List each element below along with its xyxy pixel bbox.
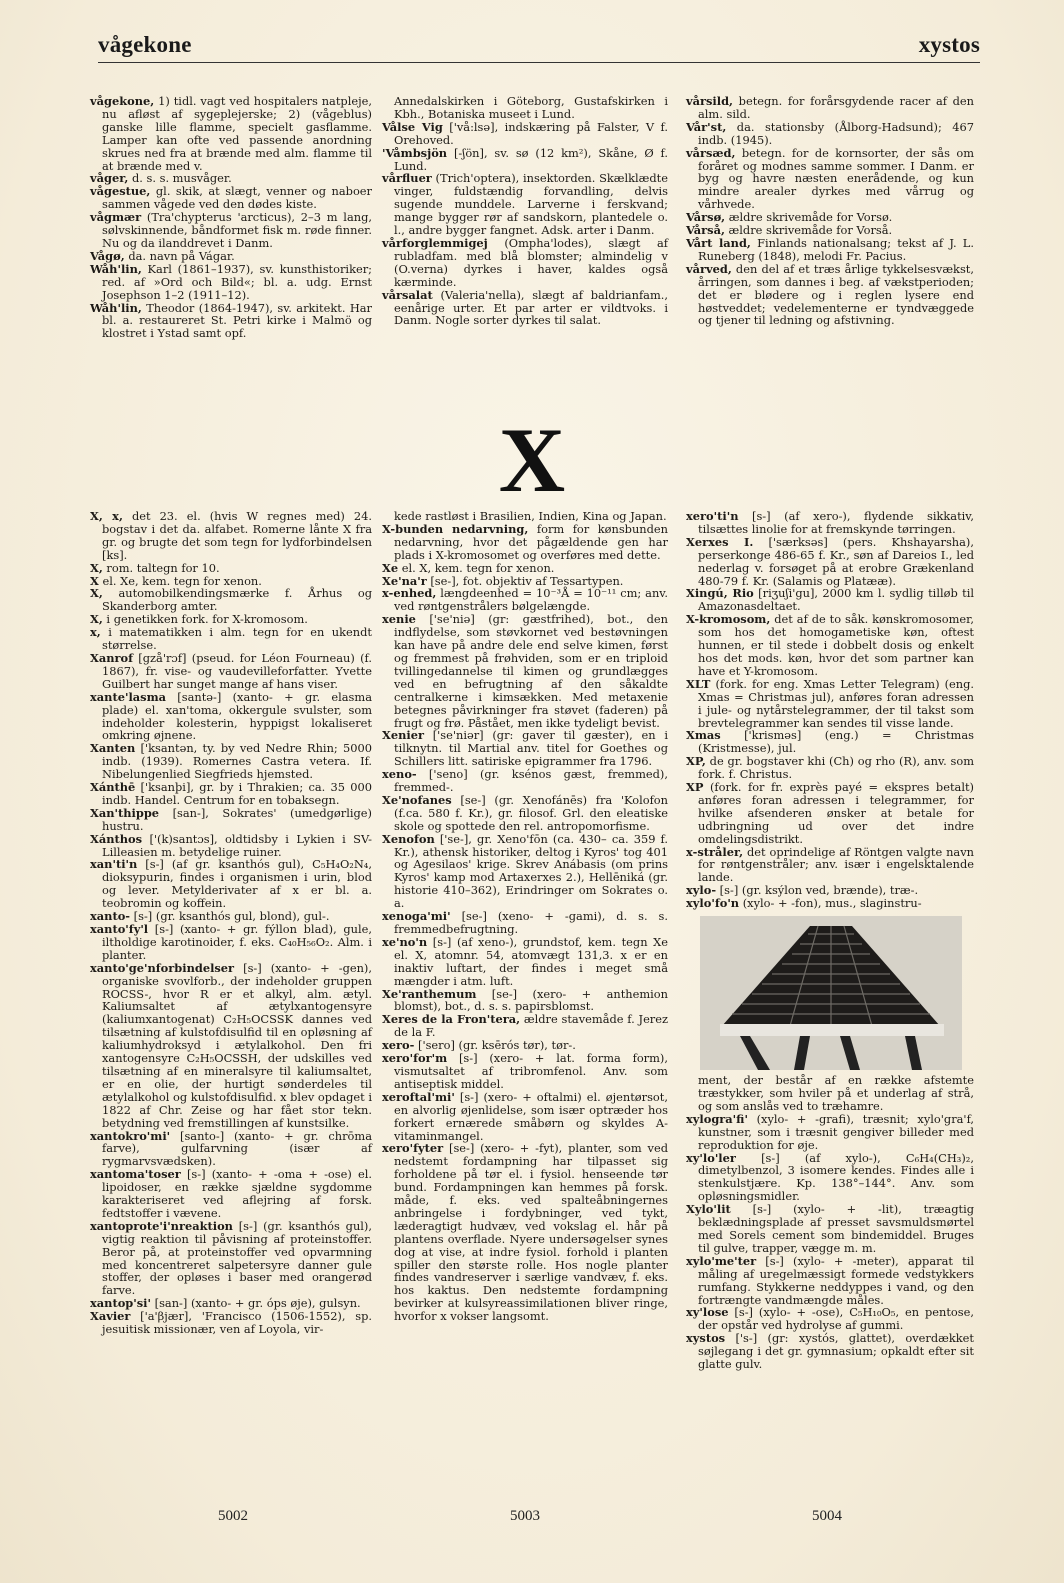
entry-headword: Xavier <box>90 1309 131 1324</box>
dictionary-entry <box>382 289 668 328</box>
entry-definition: [riʒuʃi'gu], 2000 km l. sydlig tilløb til Amazonasdeltaet. <box>698 586 975 614</box>
entry-definition: Annedalskirken i Göteborg, Gustafskirken i Kbh., Botaniska museet i Lund. <box>394 94 668 121</box>
dictionary-entry <box>686 95 974 121</box>
dictionary-entry <box>686 613 974 678</box>
entry-definition: (Ompha'lodes), slægt af rubladfam. med blå blomster; almindelig v (O.verna) dyrkes i haver, kaldes også kærminde. <box>394 235 668 289</box>
entry-headword: xylogra'fi' <box>686 1111 748 1126</box>
top-column-2 <box>382 95 668 327</box>
dictionary-entry <box>382 1091 668 1143</box>
bottom-column-1 <box>90 510 372 1336</box>
dictionary-entry <box>90 263 372 302</box>
entry-headword: Wåh'lin, <box>90 300 142 315</box>
dictionary-entry <box>382 523 668 562</box>
dictionary-entry <box>686 755 974 781</box>
entry-definition: d. s. s. musvåger. <box>128 171 232 186</box>
dictionary-entry <box>90 858 372 910</box>
entry-headword: X <box>90 573 99 588</box>
dictionary-entry <box>686 781 974 846</box>
top-column-3 <box>686 95 974 327</box>
entry-headword: xantokro'mi' <box>90 1128 171 1143</box>
entry-definition: [se-] (xero- + anthemion blomst), bot., d. s. s. papirsblomst. <box>394 986 668 1014</box>
entry-headword: Xe'ranthemum <box>382 986 477 1001</box>
entry-definition: kede rastløst i Brasilien, Indien, Kina og Japan. <box>394 509 667 523</box>
dictionary-entry <box>382 729 668 768</box>
entry-headword: x-enhed, <box>382 586 437 601</box>
dictionary-entry <box>686 1152 974 1204</box>
dictionary-entry <box>686 1113 974 1152</box>
entry-definition: ældre stavemåde f. Jerez de la F. <box>394 1012 668 1040</box>
entry-definition: [se-], fot. objektiv af Tessartypen. <box>426 573 624 588</box>
running-head <box>98 34 980 63</box>
dictionary-entry <box>90 302 372 341</box>
entry-headword: X, <box>90 612 103 627</box>
entry-definition: de gr. bogstaver khi (Ch) og rho (R), anv. som fork. f. Christus. <box>698 754 974 782</box>
dictionary-entry <box>382 936 668 988</box>
entry-headword: xeroftal'mi' <box>382 1089 455 1104</box>
dictionary-entry <box>90 923 372 962</box>
entry-headword: XP, <box>686 754 706 769</box>
entry-headword: Xánthos <box>90 831 143 846</box>
entry-definition: ['ksanþi], gr. by i Thrakien; ca. 35 000 indb. Handel. Centrum for en tobaksegn. <box>102 780 372 807</box>
running-head-last-word: xystos <box>918 32 980 57</box>
entry-headword: xero'for'm <box>382 1051 448 1066</box>
entry-headword: Xánthē <box>90 780 136 795</box>
entry-definition: [se-] (gr. Xenofánēs) fra 'Kolofon (f.ca. 580 f. Kr.), gr. filosof. Grl. den eleatiske skole og spottede den rel. antropomorfisme. <box>394 792 668 833</box>
dictionary-entry <box>90 1130 372 1169</box>
entry-definition: det af de to såk. kønskromosomer, som hos det homogametiske køn, oftest hunnen, er til stede i dobbelt dosis og enkelt hos det mods. køn, hvor det som partner kan have et Y-kromosom. <box>698 612 974 678</box>
entry-headword: xe'no'n <box>382 934 428 949</box>
entry-headword: Vågø, <box>90 248 125 263</box>
entry-headword: X, <box>90 586 103 601</box>
entry-headword: xanto- <box>90 909 131 924</box>
entry-definition: ['seno] (gr. ksénos gæst, fremmed), fremmed-. <box>394 767 668 795</box>
entry-definition: (Tra'chypterus 'arcticus), 2–3 m lang, sølvskinnende, båndformet fisk m. røde finner. Nu og da ilanddrevet i Danm. <box>102 210 372 250</box>
entry-headword: X-bunden nedarvning, <box>382 521 529 536</box>
entry-headword: XP <box>686 780 704 795</box>
entry-definition: [s-] (xylo- + -meter), apparat til måling af uregelmæssigt formede vedstykkers rumfang. Stykkerne neddyppes i vand, og den fortrængte vandmængde måles. <box>698 1253 974 1307</box>
entry-definition: [s-] (af xeno-), grundstof, kem. tegn Xe el. X, atomnr. 54, atomvægt 131,3. x er en inaktiv luftart, der findes i meget små mængder i atm. luft. <box>394 934 668 988</box>
entry-definition: (xylo- + -fon), mus., slaginstru- <box>739 896 922 911</box>
dictionary-entry <box>382 237 668 289</box>
entry-headword: xanto'fy'l <box>90 922 149 936</box>
dictionary-entry <box>382 147 668 173</box>
entry-definition: form for kønsbunden nedarvning, hvor det pågældende gen har plads i X-kromosomet og overføres med dette. <box>394 521 668 562</box>
entry-headword: Xmas <box>686 728 721 743</box>
entry-definition: den del af et træs årlige tykkelsesvækst, årringen, som dannes i beg. af vækstperioden; det er blødere og i reglen lysere end høstveddet; vedelementerne er tyndvæggede og tjener til ledning og afstivning. <box>698 261 974 328</box>
entry-headword: X, <box>90 560 103 575</box>
entry-headword: xenoga'mi' <box>382 909 451 924</box>
dictionary-entry <box>686 846 974 885</box>
entry-definition: [s-] (gr. ksýlon ved, brænde), træ-. <box>716 883 919 898</box>
entry-definition: ['sero] (gr. ksērós tør), tør-. <box>414 1038 576 1053</box>
dictionary-entry <box>382 587 668 613</box>
dictionary-entry <box>686 678 974 730</box>
entry-headword: xanto'ge'nforbindelser <box>90 960 235 975</box>
entry-definition: da. stationsby (Ålborg-Hadsund); 467 indb. (1945). <box>698 119 974 147</box>
entry-headword: Xingú, Rio <box>686 586 754 601</box>
dictionary-entry <box>382 833 668 910</box>
dictionary-entry <box>90 691 372 743</box>
dictionary-entry <box>382 613 668 729</box>
entry-headword: Xerxes I. <box>686 534 754 549</box>
dictionary-entry <box>90 587 372 613</box>
entry-definition: [-ʃön], sv. sø (12 km²), Skåne, Ø f. Lund. <box>394 145 668 173</box>
entry-headword: X, x, <box>90 509 123 523</box>
entry-definition: [s-] (xanto- + -gen), organiske svovlforb., der indeholder gruppen ROCSS-, hvor R er et alkyl, alm. ætyl. Kaliumsaltet af ætylxantogensyre (kaliumxantogenat) C₂H₅OCSSK dannes ved tilsætning af kulstofdisulfid til en opløsning af kaliumhydroksyd i ætylalkohol. Den fri xantogensyre C₂H₅OCSSH, der udskilles ved tilsætning af en mineralsyre til kaliumsaltet, er en olie, der hurtigt sønderdeles til ætylalkohol og kulstofdisulfid. x blev opdaget i 1822 af Chr. Zeise og har fået stor tekn. betydning ved fremstillingen af kunstsilke. <box>102 960 372 1130</box>
entry-headword: Xanrof <box>90 650 133 665</box>
entry-definition: [s-] (af xylo-), C₆H₄(CH₃)₂, dimetylbenzol, 3 isomere kendes. Findes alle i stenkulstjære. Kp. 138°–144°. Anv. som opløsningsmidler. <box>698 1150 974 1204</box>
dictionary-entry <box>686 121 974 147</box>
entry-definition: (fork. for fr. exprès payé = ekspres betalt) anføres foran adressen i telegrammer, for hvilke afsenderen ønsker at betale for udbringning ud over det indre omdelingsdistrikt. <box>698 780 974 846</box>
dictionary-entry <box>382 1013 668 1039</box>
dictionary-entry <box>382 768 668 794</box>
dictionary-entry <box>686 897 974 910</box>
dictionary-entry <box>686 1255 974 1307</box>
entry-definition: [s-] (xero- + lat. forma form), vismutsaltet af tribromfenol. Anv. som antiseptisk middel. <box>394 1051 668 1091</box>
entry-definition: ['a'βjær], 'Francisco (1506-1552), sp. jesuitisk missionær, ven af Loyola, vir- <box>102 1309 372 1337</box>
dictionary-entry <box>686 729 974 755</box>
entry-definition: [se-] (xeno- + -gami), d. s. s. fremmedbefrugtning. <box>394 909 668 936</box>
entry-headword: xantoprote'i'nreaktion <box>90 1218 233 1233</box>
entry-continuation <box>686 1074 974 1113</box>
entry-headword: xy'lo'ler <box>686 1150 736 1165</box>
entry-definition: (Trich'optera), insektorden. Skælklædte vinger, fuldstændig forvandling, delvis sugende munddele. Larverne i ferskvand; mange bygger rør af sandskorn, plantedele o. l., andre bygger fangnet. Adsk. arter i Danm. <box>394 171 668 238</box>
entry-headword: Xylo'lit <box>686 1202 731 1217</box>
entry-headword: vårfluer <box>382 171 432 186</box>
entry-definition: [se-] (xero- + -fyt), planter, som ved nedstemt fordampning har tilpasset sig forholdene på tør el. i fysiol. henseende tør bund. Fordampningen kan hemmes på forsk. måde, f. eks. ved spalteåbningernes anbringelse i fordybninger, ved tykt, læderagtigt hudvæv, ved vokslag el. hår på plantens overflade. Nyere undersøgelser synes dog at vise, at indre fysiol. forhold i planten spiller den største rolle. Hos nogle planter findes vandreserver i særlige vandvæv, f. eks. hos kaktus. Den nedstemte fordampning bevirker at kulsyreassimilationen bliver ringe, hvorfor x vokser langsomt. <box>394 1141 668 1324</box>
dictionary-entry <box>382 988 668 1014</box>
entry-headword: Xe'nofanes <box>382 792 452 807</box>
entry-headword: x-stråler, <box>686 844 744 859</box>
entry-definition: Karl (1861–1937), sv. kunsthistoriker; red. af »Ord och Bild«; bl. a. udg. Ernst Josephson 1–2 (1911–12). <box>102 261 372 302</box>
section-letter-heading: X <box>498 409 566 511</box>
entry-headword: Xeres de la Fron'tera, <box>382 1012 521 1027</box>
entry-definition: ['(k)santɔs], oldtidsby i Lykien i SV-Lilleasien m. betydelige ruiner. <box>102 831 372 859</box>
entry-definition: [s-] (xylo- + -lit), træagtig beklædningsplade af presset savsmuldsmørtel med Sorels cement som bindemiddel. Bruges til gulve, trapper, vægge m. m. <box>698 1202 974 1255</box>
entry-headword: Vår'st, <box>686 119 727 134</box>
entry-headword: xenie <box>382 612 416 627</box>
dictionary-entry <box>686 510 974 536</box>
entry-definition: ældre skrivemåde for Vorså. <box>724 223 893 238</box>
dictionary-entry <box>90 781 372 807</box>
entry-headword: vårsæd, <box>686 145 736 160</box>
entry-headword: xero- <box>382 1038 415 1053</box>
entry-definition: det 23. el. (hvis W regnes med) 24. bogstav i det da. alfabet. Romerne lånte X fra gr. og brugte det som tegn for lydforbindelsen [ks]. <box>102 509 372 562</box>
dictionary-entry <box>686 587 974 613</box>
dictionary-entry <box>382 172 668 237</box>
dictionary-entry <box>90 807 372 833</box>
running-head-first-word: vågekone <box>98 32 192 57</box>
entry-headword: 'Våmbsjön <box>382 145 448 160</box>
page-number-left: 5002 <box>218 1508 248 1524</box>
entry-definition: [s-] (xanto- + gr. fýllon blad), gule, iltholdige karotinoider, f. eks. C₄₀H₅₆O₂. Alm. i planter. <box>102 922 372 962</box>
dictionary-entry <box>382 1052 668 1091</box>
entry-definition: ['s-] (gr: xystós, glattet), overdækket søjlegang i det gr. gymnasium; opkaldt efter sit glatte gulv. <box>698 1331 974 1372</box>
bottom-column-2 <box>382 510 668 1323</box>
entry-headword: xero'fyter <box>382 1141 444 1156</box>
page-number-middle: 5003 <box>510 1508 540 1524</box>
entry-definition: (fork. for eng. Xmas Letter Telegram) (eng. Xmas = Christmas jul), anføres foran adressen i jule- og nytårstelegrammer, der til takst som brevtelegrammer kan sendes til visse lande. <box>698 676 974 730</box>
entry-headword: xylo- <box>686 883 717 898</box>
entry-definition: automobilkendingsmærke f. Århus og Skanderborg amter. <box>102 586 372 614</box>
dictionary-entry <box>686 237 974 263</box>
entry-headword: Vålse Vig <box>382 119 443 134</box>
entry-headword: xeno- <box>382 767 417 782</box>
entry-definition: ['se-], gr. Xeno'fōn (ca. 430– ca. 359 f. Kr.), athensk historiker, deltog i Kyros' tog 401 og Agesilaos' krige. Skrev Anábasis (om prins Kyros' kamp mod Artaxerxes 2.), Hellēniká (gr. historie 410–362), Erindringer om Sokrates o. a. <box>394 831 668 911</box>
entry-definition: ['se'niər] (gr: gaver til gæster), en i tilknytn. til Martial anv. titel for Goethes og Schillers litt. satiriske epigrammer fra 1796. <box>394 728 668 769</box>
dictionary-entry <box>686 536 974 588</box>
dictionary-entry <box>686 1306 974 1332</box>
entry-headword: Vårt land, <box>686 235 751 250</box>
dictionary-entry <box>90 833 372 859</box>
entry-definition: betegn. for de kornsorter, der sås om foråret og modnes samme sommer. I Danm. er byg og havre næsten enerådende, og kun mindre arealer dyrkes med vårrug og vårhvede. <box>698 145 974 212</box>
entry-headword: xante'lasma <box>90 689 167 704</box>
entry-headword: X-kromosom, <box>686 612 771 627</box>
dictionary-entry <box>686 1332 974 1371</box>
entry-headword: Xan'thippe <box>90 805 160 820</box>
dictionary-entry <box>686 263 974 328</box>
dictionary-entry <box>90 185 372 211</box>
xylophone-photo <box>700 916 962 1070</box>
entry-definition: el. X, kem. tegn for xenon. <box>398 560 555 575</box>
page-number-right: 5004 <box>812 1508 842 1524</box>
dictionary-entry <box>90 1220 372 1297</box>
entry-headword: vårved, <box>686 261 732 276</box>
dictionary-entry <box>382 121 668 147</box>
entry-definition: [s-] (xero- + oftalmi) el. øjentørsot, en alvorlig øjenlidelse, som især optræder hos forkert ernærede småbørn og skyldes A-vitaminmangel. <box>394 1089 668 1143</box>
dictionary-entry <box>90 742 372 781</box>
entry-definition: ['særksəs] (pers. Khshayarsha), perserkonge 486-65 f. Kr., søn af Dareios I., led nederlag v. forsøget på at erobre Grækenland 480-79 f. Kr. (Salamis og Platææ). <box>698 534 974 588</box>
dictionary-entry <box>382 910 668 936</box>
entry-definition: [s-] (xylo- + -ose), C₅H₁₀O₅, en pentose, der opstår ved hydrolyse af gummi. <box>698 1305 974 1333</box>
dictionary-entry <box>382 1142 668 1323</box>
top-column-1 <box>90 95 372 340</box>
entry-definition: [gzå'rɔf] (pseud. for Léon Fourneau) (f. 1867), fr. vise- og vaudevilleforfatter. Yvette Guilbert har sunget mange af hans viser. <box>102 650 372 691</box>
entry-definition: rom. taltegn for 10. <box>102 560 220 575</box>
entry-headword: Vårsø, <box>686 210 726 225</box>
entry-headword: vårsalat <box>382 287 433 302</box>
entry-definition: ['krismәs] (eng.) = Christmas (Kristmesse), jul. <box>698 728 974 756</box>
entry-definition: i matematikken i alm. tegn for en ukendt størrelse. <box>100 625 372 653</box>
entry-definition: [s-] (gr. ksanthós gul), vigtig reaktion til påvisning af proteinstoffer. Beror på, at proteinstoffer ved opvarmning med koncentreret salpetersyre danner gule stoffer, der opløses i baser med orangerød farve. <box>102 1218 372 1298</box>
xylophone-illustration <box>700 916 962 1070</box>
entry-headword: xy'lose <box>686 1305 729 1320</box>
entry-definition: [santo-] (xanto- + gr. chrōma farve), gulfarvning (især af rygmarvsvædsken). <box>102 1128 372 1169</box>
entry-definition: (Valeria'nella), slægt af baldrianfam., eenårige urter. Et par arter er vildtvoks. i Danm. Nogle sorter dyrkes til salat. <box>394 287 668 328</box>
entry-definition: [santə-] (xanto- + gr. elasma plade) el. xan'toma, okkergule svulster, som indeholder kolesterin, hyppigst lokaliseret omkring øjnene. <box>102 689 372 743</box>
bottom-column-3 <box>686 510 974 1371</box>
entry-definition: [s-] (af xero-), flydende sikkativ, tilsættes linolie for at fremskynde tørringen. <box>698 509 974 536</box>
entry-headword: xylo'me'ter <box>686 1253 757 1268</box>
dictionary-entry <box>686 147 974 212</box>
dictionary-entry <box>90 652 372 691</box>
entry-definition: ['vå:lsə], indskæring på Falster, V f. Orehoved. <box>394 119 668 147</box>
entry-definition: længdeenhed = 10⁻³Å = 10⁻¹¹ cm; anv. ved røntgenstrålers bølgelængde. <box>394 586 668 614</box>
entry-continuation <box>382 95 668 121</box>
dictionary-entry <box>90 626 372 652</box>
entry-headword: Xe <box>382 560 399 575</box>
entry-definition: betegn. for forårsgydende racer af den alm. sild. <box>698 94 974 121</box>
entry-headword: xero'ti'n <box>686 509 739 523</box>
entry-definition: [san-] (xanto- + gr. óps øje), gulsyn. <box>151 1296 361 1311</box>
entry-definition: [s-] (af gr. ksanthós gul), C₅H₄O₂N₄, dioksypurin, findes i organismen i urin, blod og lever. Metylderivater af x er bl. a. teobromin og koffein. <box>102 857 372 911</box>
entry-headword: xan'ti'n <box>90 857 138 872</box>
entry-headword: vårsild, <box>686 94 733 108</box>
entry-headword: Xanten <box>90 741 136 756</box>
entry-headword: xantoma'toser <box>90 1167 181 1182</box>
dictionary-entry <box>90 95 372 172</box>
entry-definition: i genetikken fork. for X-kromosom. <box>102 612 308 627</box>
entry-headword: Wåh'lin, <box>90 261 142 276</box>
entry-headword: xylo'fo'n <box>686 896 740 911</box>
dictionary-entry <box>90 211 372 250</box>
entry-headword: x, <box>90 625 101 640</box>
entry-definition: ['se'niə] (gr: gæstfrihed), bot., den indflydelse, som støvkornet ved bestøvningen kan have på andre dele end selve kimen, først og fremmest på frøhviden, som er en triploid tvillingedannelse til kimen og grundlægges ved en befrugtning af den såkaldte centralkerne i kimsækken. Med metaxenie betegnes påvirkninger fra støvet (faderen) på frugt og frø. Påstået, men ikke tydeligt bevist. <box>394 612 668 730</box>
entry-headword: Vårså, <box>686 223 725 238</box>
entry-definition: ældre skrivemåde for Vorsø. <box>725 210 893 225</box>
entry-headword: Xenier <box>382 728 424 743</box>
entry-definition: Finlands nationalsang; tekst af J. L. Runeberg (1848), melodi Fr. Pacius. <box>698 235 974 263</box>
entry-definition: ['ksantən, ty. by ved Nedre Rhin; 5000 indb. (1939). Romernes Castra vetera. If. Nibelungenlied Siegfrieds hjemsted. <box>102 741 372 782</box>
entry-definition: da. navn på Vágar. <box>124 248 235 263</box>
dictionary-entry <box>90 1168 372 1220</box>
entry-definition: Theodor (1864-1947), sv. arkitekt. Har bl. a. restaureret St. Petri kirke i Malmö og klostret i Ystad samt opf. <box>102 300 372 341</box>
entry-definition: gl. skik, at slægt, venner og naboer sammen vågede ved den dødes kiste. <box>102 184 372 212</box>
entry-definition: det oprindelige af Röntgen valgte navn for røntgenstråler; anv. især i engelsktalende lande. <box>698 844 974 885</box>
entry-headword: vågekone, <box>90 94 155 108</box>
entry-headword: xantop'si' <box>90 1296 151 1311</box>
entry-headword: våger, <box>90 171 129 186</box>
dictionary-entry <box>90 1310 372 1336</box>
entry-headword: vårforglemmigej <box>382 235 488 250</box>
entry-headword: Xe'na'r <box>382 573 427 588</box>
entry-definition: [s-] (xanto- + -oma + -ose) el. lipoidoser, en række sjældne sygdomme karakteriseret ved aflejring af forsk. fedtstoffer i vævene. <box>102 1167 372 1220</box>
entry-headword: XLT <box>686 676 711 691</box>
entry-definition: el. Xe, kem. tegn for xenon. <box>98 573 262 588</box>
entry-definition: [s-] (gr. ksanthós gul, blond), gul-. <box>130 909 330 924</box>
entry-definition: ment, der består af en række afstemte træstykker, som hviler på et underlag af strå, og som anslås ved to træhamre. <box>698 1073 974 1113</box>
entry-headword: xystos <box>686 1331 726 1346</box>
dictionary-entry <box>382 794 668 833</box>
entry-definition: [san-], Sokrates' (umedgørlige) hustru. <box>102 805 372 833</box>
dictionary-entry <box>90 962 372 1130</box>
entry-headword: Xenofon <box>382 831 435 846</box>
dictionary-entry <box>90 510 372 562</box>
entry-definition: 1) tidl. vagt ved hospitalers natpleje, nu afløst af sygeplejerske; 2) (vågeblus) ganske lille flamme, specielt gasflamme. Lamper kan ofte ved passende anordning skrues ned fra at brænde med alm. flamme til at brænde med v. <box>102 94 372 173</box>
dictionary-entry <box>686 1203 974 1255</box>
entry-definition: (xylo- + -grafi), træsnit; xylo'gra'f, kunstner, som i træsnit gengiver billeder med reproduktion for øje. <box>698 1111 974 1152</box>
entry-headword: vågmær <box>90 210 142 225</box>
entry-headword: vågestue, <box>90 184 151 199</box>
